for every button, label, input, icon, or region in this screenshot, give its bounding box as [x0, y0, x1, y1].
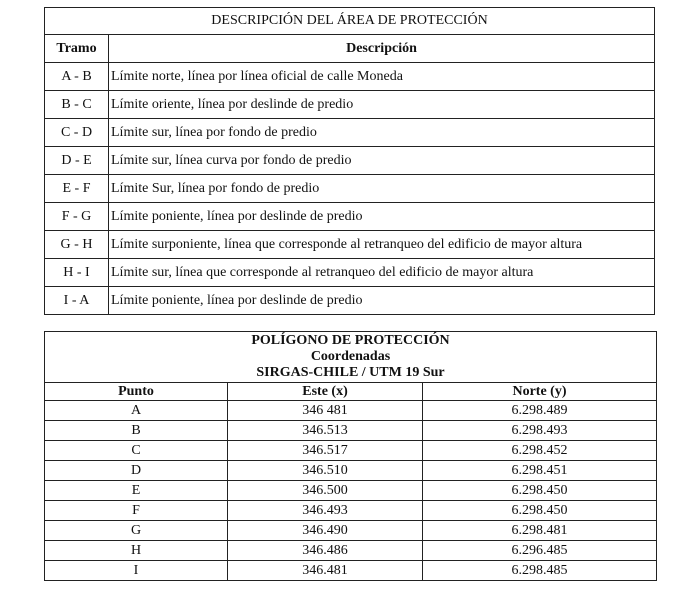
- tramo-cell: E - F: [45, 175, 109, 203]
- norte-cell: 6.298.450: [423, 481, 657, 501]
- table-row: [45, 231, 655, 259]
- header-norte: Norte (y): [423, 383, 657, 401]
- table-row: [45, 91, 655, 119]
- table-row: [45, 541, 657, 561]
- punto-cell: B: [45, 421, 228, 441]
- punto-cell: E: [45, 481, 228, 501]
- table-row: [45, 175, 655, 203]
- table-row: [45, 287, 655, 315]
- table-row: [45, 521, 657, 541]
- norte-cell: 6.298.452: [423, 441, 657, 461]
- title-line: POLÍGONO DE PROTECCIÓN: [251, 333, 450, 348]
- este-cell: 346.481: [228, 561, 423, 581]
- punto-cell: H: [45, 541, 228, 561]
- norte-cell: 6.296.485: [423, 541, 657, 561]
- title-line: SIRGAS-CHILE / UTM 19 Sur: [256, 365, 445, 380]
- table-row: [45, 481, 657, 501]
- tramo-cell: H - I: [45, 259, 109, 287]
- punto-cell: I: [45, 561, 228, 581]
- table-row: [45, 259, 655, 287]
- tramo-cell: F - G: [45, 203, 109, 231]
- norte-cell: 6.298.489: [423, 401, 657, 421]
- norte-cell: 6.298.450: [423, 501, 657, 521]
- table-row: [45, 421, 657, 441]
- punto-cell: D: [45, 461, 228, 481]
- table-row: [45, 561, 657, 581]
- table-row: [45, 461, 657, 481]
- tramo-cell: D - E: [45, 147, 109, 175]
- descripcion-cell: Límite sur, línea por fondo de predio: [109, 119, 655, 147]
- este-cell: 346.500: [228, 481, 423, 501]
- descripcion-cell: Límite norte, línea por línea oficial de calle Moneda: [109, 63, 655, 91]
- polygon-table-title: [45, 332, 657, 383]
- norte-cell: 6.298.481: [423, 521, 657, 541]
- punto-cell: A: [45, 401, 228, 421]
- este-cell: 346.486: [228, 541, 423, 561]
- punto-cell: F: [45, 501, 228, 521]
- descripcion-cell: Límite poniente, línea por deslinde de predio: [109, 203, 655, 231]
- polygon-table: [44, 331, 657, 581]
- header-este: Este (x): [228, 383, 423, 401]
- table-row: [45, 501, 657, 521]
- este-cell: 346.510: [228, 461, 423, 481]
- tramo-cell: C - D: [45, 119, 109, 147]
- descripcion-cell: Límite sur, línea que corresponde al retranqueo del edificio de mayor altura: [109, 259, 655, 287]
- tramo-cell: I - A: [45, 287, 109, 315]
- table-row: [45, 63, 655, 91]
- este-cell: 346 481: [228, 401, 423, 421]
- title-line: Coordenadas: [310, 349, 391, 364]
- tramo-cell: G - H: [45, 231, 109, 259]
- header-descripcion: Descripción: [109, 35, 655, 63]
- punto-cell: C: [45, 441, 228, 461]
- table-row: [45, 441, 657, 461]
- descripcion-cell: Límite surponiente, línea que corresponde al retranqueo del edificio de mayor altura: [109, 231, 655, 259]
- este-cell: 346.513: [228, 421, 423, 441]
- header-tramo: Tramo: [45, 35, 109, 63]
- descripcion-cell: Límite poniente, línea por deslinde de predio: [109, 287, 655, 315]
- este-cell: 346.517: [228, 441, 423, 461]
- norte-cell: 6.298.451: [423, 461, 657, 481]
- header-punto: Punto: [45, 383, 228, 401]
- description-table: [44, 7, 655, 315]
- table-row: [45, 203, 655, 231]
- description-table-title: DESCRIPCIÓN DEL ÁREA DE PROTECCIÓN: [45, 8, 655, 35]
- table-row: [45, 119, 655, 147]
- descripcion-cell: Límite sur, línea curva por fondo de predio: [109, 147, 655, 175]
- table-row: [45, 147, 655, 175]
- norte-cell: 6.298.485: [423, 561, 657, 581]
- descripcion-cell: Límite Sur, línea por fondo de predio: [109, 175, 655, 203]
- punto-cell: G: [45, 521, 228, 541]
- descripcion-cell: Límite oriente, línea por deslinde de predio: [109, 91, 655, 119]
- table-row: [45, 401, 657, 421]
- norte-cell: 6.298.493: [423, 421, 657, 441]
- tramo-cell: A - B: [45, 63, 109, 91]
- este-cell: 346.490: [228, 521, 423, 541]
- tramo-cell: B - C: [45, 91, 109, 119]
- este-cell: 346.493: [228, 501, 423, 521]
